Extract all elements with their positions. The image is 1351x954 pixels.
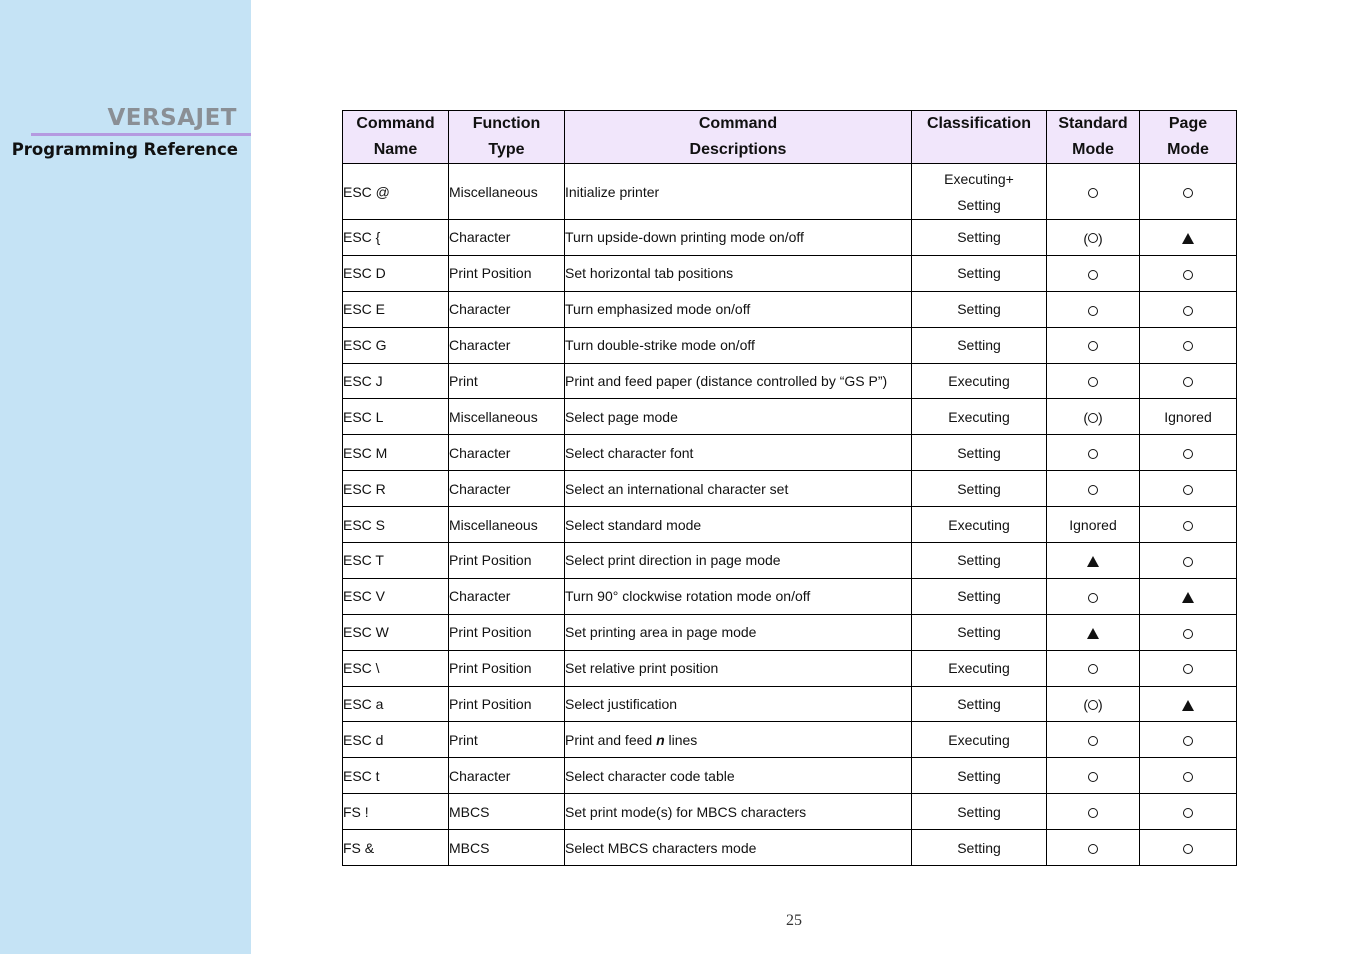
classification-cell: Executing bbox=[912, 507, 1047, 543]
conditional-circle-icon bbox=[1088, 233, 1098, 243]
supported-circle-icon bbox=[1088, 449, 1098, 459]
document-subtitle: Programming Reference bbox=[11, 140, 238, 159]
page-mode-cell bbox=[1140, 435, 1237, 471]
page-mode-cell bbox=[1140, 614, 1237, 650]
supported-circle-icon bbox=[1183, 808, 1193, 818]
function-type-cell: Character bbox=[449, 435, 565, 471]
header-command-name: Command Name bbox=[343, 111, 449, 164]
page-mode-cell: Ignored bbox=[1140, 399, 1237, 435]
command-name-cell: ESC t bbox=[343, 758, 449, 794]
classification-cell: Setting bbox=[912, 471, 1047, 507]
page-mode-cell bbox=[1140, 722, 1237, 758]
table-row bbox=[343, 614, 1237, 650]
page-mode-cell bbox=[1140, 543, 1237, 579]
command-description-cell: Set relative print position bbox=[565, 650, 912, 686]
restricted-triangle-icon bbox=[1182, 233, 1194, 244]
standard-mode-cell bbox=[1047, 830, 1140, 866]
header-function-type: Function Type bbox=[449, 111, 565, 164]
standard-mode-cell bbox=[1047, 363, 1140, 399]
command-name-cell: ESC L bbox=[343, 399, 449, 435]
brand-logo-text: VERSAJET bbox=[107, 105, 237, 131]
standard-mode-cell bbox=[1047, 614, 1140, 650]
function-type-cell: Character bbox=[449, 327, 565, 363]
supported-circle-icon bbox=[1183, 844, 1193, 854]
supported-circle-icon bbox=[1183, 188, 1193, 198]
page-mode-cell bbox=[1140, 830, 1237, 866]
table-row bbox=[343, 543, 1237, 579]
supported-circle-icon bbox=[1088, 772, 1098, 782]
table-row bbox=[343, 164, 1237, 220]
classification-cell: Executing+ Setting bbox=[912, 164, 1047, 220]
table-row bbox=[343, 291, 1237, 327]
command-name-cell: FS ! bbox=[343, 794, 449, 830]
table-row bbox=[343, 722, 1237, 758]
command-name-cell: ESC d bbox=[343, 722, 449, 758]
supported-circle-icon bbox=[1183, 306, 1193, 316]
command-description-cell: Turn double-strike mode on/off bbox=[565, 327, 912, 363]
table-row bbox=[343, 220, 1237, 256]
command-name-cell: ESC \ bbox=[343, 650, 449, 686]
table-row bbox=[343, 650, 1237, 686]
command-name-cell: ESC a bbox=[343, 686, 449, 722]
supported-circle-icon bbox=[1183, 772, 1193, 782]
table-row bbox=[343, 327, 1237, 363]
page-mode-cell bbox=[1140, 291, 1237, 327]
function-type-cell: Print bbox=[449, 722, 565, 758]
classification-cell: Setting bbox=[912, 220, 1047, 256]
function-type-cell: Miscellaneous bbox=[449, 399, 565, 435]
table-row bbox=[343, 830, 1237, 866]
page-mode-cell bbox=[1140, 758, 1237, 794]
classification-cell: Setting bbox=[912, 794, 1047, 830]
command-description-cell: Set horizontal tab positions bbox=[565, 255, 912, 291]
command-name-cell: ESC V bbox=[343, 578, 449, 614]
page-mode-cell bbox=[1140, 794, 1237, 830]
classification-cell: Setting bbox=[912, 830, 1047, 866]
command-table bbox=[342, 110, 1237, 866]
standard-mode-cell bbox=[1047, 291, 1140, 327]
function-type-cell: Character bbox=[449, 291, 565, 327]
function-type-cell: MBCS bbox=[449, 830, 565, 866]
command-description-cell: Turn upside-down printing mode on/off bbox=[565, 220, 912, 256]
command-name-cell: ESC T bbox=[343, 543, 449, 579]
table-row bbox=[343, 507, 1237, 543]
command-name-cell: ESC R bbox=[343, 471, 449, 507]
function-type-cell: Print Position bbox=[449, 543, 565, 579]
header-classification: Classification bbox=[912, 111, 1047, 164]
page-mode-cell bbox=[1140, 164, 1237, 220]
standard-mode-cell bbox=[1047, 327, 1140, 363]
command-description-cell: Set print mode(s) for MBCS characters bbox=[565, 794, 912, 830]
classification-cell: Setting bbox=[912, 435, 1047, 471]
brand-underline bbox=[31, 133, 251, 136]
function-type-cell: Miscellaneous bbox=[449, 507, 565, 543]
page-mode-cell bbox=[1140, 327, 1237, 363]
supported-circle-icon bbox=[1183, 270, 1193, 280]
supported-circle-icon bbox=[1183, 485, 1193, 495]
page-mode-cell bbox=[1140, 471, 1237, 507]
standard-mode-cell: ( ) bbox=[1047, 686, 1140, 722]
supported-circle-icon bbox=[1183, 736, 1193, 746]
table-row bbox=[343, 578, 1237, 614]
command-description-cell: Select justification bbox=[565, 686, 912, 722]
classification-cell: Setting bbox=[912, 327, 1047, 363]
supported-circle-icon bbox=[1183, 629, 1193, 639]
command-description-cell: Print and feed n lines bbox=[565, 722, 912, 758]
command-description-cell: Print and feed paper (distance controlled by “GS P”) bbox=[565, 363, 912, 399]
supported-circle-icon bbox=[1183, 664, 1193, 674]
page-mode-cell bbox=[1140, 363, 1237, 399]
command-description-cell: Turn 90° clockwise rotation mode on/off bbox=[565, 578, 912, 614]
restricted-triangle-icon bbox=[1087, 556, 1099, 567]
classification-cell: Setting bbox=[912, 543, 1047, 579]
header-standard-mode: Standard Mode bbox=[1047, 111, 1140, 164]
page-mode-cell bbox=[1140, 507, 1237, 543]
standard-mode-cell bbox=[1047, 471, 1140, 507]
function-type-cell: Print Position bbox=[449, 255, 565, 291]
command-description-cell: Select character font bbox=[565, 435, 912, 471]
command-description-cell: Turn emphasized mode on/off bbox=[565, 291, 912, 327]
header-page-mode: Page Mode bbox=[1140, 111, 1237, 164]
table-row bbox=[343, 363, 1237, 399]
classification-cell: Setting bbox=[912, 686, 1047, 722]
table-row bbox=[343, 435, 1237, 471]
classification-cell: Executing bbox=[912, 363, 1047, 399]
supported-circle-icon bbox=[1088, 485, 1098, 495]
page-mode-cell bbox=[1140, 686, 1237, 722]
command-name-cell: ESC D bbox=[343, 255, 449, 291]
function-type-cell: Print bbox=[449, 363, 565, 399]
function-type-cell: Character bbox=[449, 578, 565, 614]
page-mode-cell bbox=[1140, 255, 1237, 291]
supported-circle-icon bbox=[1088, 341, 1098, 351]
standard-mode-cell: Ignored bbox=[1047, 507, 1140, 543]
function-type-cell: Print Position bbox=[449, 650, 565, 686]
standard-mode-cell bbox=[1047, 255, 1140, 291]
restricted-triangle-icon bbox=[1087, 628, 1099, 639]
command-description-cell: Select standard mode bbox=[565, 507, 912, 543]
command-description-cell: Select print direction in page mode bbox=[565, 543, 912, 579]
command-name-cell: ESC @ bbox=[343, 164, 449, 220]
supported-circle-icon bbox=[1088, 377, 1098, 387]
command-name-cell: ESC E bbox=[343, 291, 449, 327]
command-name-cell: FS & bbox=[343, 830, 449, 866]
function-type-cell: Character bbox=[449, 220, 565, 256]
standard-mode-cell bbox=[1047, 578, 1140, 614]
table-row bbox=[343, 794, 1237, 830]
classification-cell: Setting bbox=[912, 578, 1047, 614]
standard-mode-cell bbox=[1047, 650, 1140, 686]
command-name-cell: ESC { bbox=[343, 220, 449, 256]
supported-circle-icon bbox=[1088, 306, 1098, 316]
conditional-circle-icon bbox=[1088, 700, 1098, 710]
restricted-triangle-icon bbox=[1182, 700, 1194, 711]
page-mode-cell bbox=[1140, 578, 1237, 614]
supported-circle-icon bbox=[1183, 377, 1193, 387]
standard-mode-cell bbox=[1047, 794, 1140, 830]
classification-cell: Executing bbox=[912, 722, 1047, 758]
table-row bbox=[343, 758, 1237, 794]
classification-cell: Setting bbox=[912, 614, 1047, 650]
function-type-cell: MBCS bbox=[449, 794, 565, 830]
supported-circle-icon bbox=[1088, 664, 1098, 674]
command-description-cell: Select character code table bbox=[565, 758, 912, 794]
classification-cell: Executing bbox=[912, 650, 1047, 686]
command-name-cell: ESC J bbox=[343, 363, 449, 399]
classification-cell: Executing bbox=[912, 399, 1047, 435]
supported-circle-icon bbox=[1088, 593, 1098, 603]
supported-circle-icon bbox=[1088, 808, 1098, 818]
standard-mode-cell bbox=[1047, 543, 1140, 579]
table-header-row bbox=[343, 111, 1237, 164]
command-name-cell: ESC W bbox=[343, 614, 449, 650]
function-type-cell: Character bbox=[449, 758, 565, 794]
table-row bbox=[343, 471, 1237, 507]
standard-mode-cell bbox=[1047, 758, 1140, 794]
table-row bbox=[343, 255, 1237, 291]
page-number: 25 bbox=[786, 912, 802, 929]
supported-circle-icon bbox=[1183, 449, 1193, 459]
header-command-descriptions: Command Descriptions bbox=[565, 111, 912, 164]
command-description-cell: Select an international character set bbox=[565, 471, 912, 507]
supported-circle-icon bbox=[1088, 188, 1098, 198]
classification-cell: Setting bbox=[912, 758, 1047, 794]
table-row bbox=[343, 686, 1237, 722]
function-type-cell: Character bbox=[449, 471, 565, 507]
classification-cell: Setting bbox=[912, 291, 1047, 327]
table-row bbox=[343, 399, 1237, 435]
standard-mode-cell bbox=[1047, 722, 1140, 758]
sidebar bbox=[0, 0, 251, 954]
command-description-cell: Set printing area in page mode bbox=[565, 614, 912, 650]
standard-mode-cell: ( ) bbox=[1047, 220, 1140, 256]
page-mode-cell bbox=[1140, 650, 1237, 686]
command-description-cell: Select MBCS characters mode bbox=[565, 830, 912, 866]
restricted-triangle-icon bbox=[1182, 592, 1194, 603]
standard-mode-cell bbox=[1047, 435, 1140, 471]
command-name-cell: ESC S bbox=[343, 507, 449, 543]
supported-circle-icon bbox=[1088, 270, 1098, 280]
standard-mode-cell bbox=[1047, 164, 1140, 220]
command-description-cell: Initialize printer bbox=[565, 164, 912, 220]
page-mode-cell bbox=[1140, 220, 1237, 256]
supported-circle-icon bbox=[1088, 844, 1098, 854]
command-name-cell: ESC M bbox=[343, 435, 449, 471]
command-name-cell: ESC G bbox=[343, 327, 449, 363]
command-description-cell: Select page mode bbox=[565, 399, 912, 435]
standard-mode-cell: ( ) bbox=[1047, 399, 1140, 435]
function-type-cell: Miscellaneous bbox=[449, 164, 565, 220]
supported-circle-icon bbox=[1183, 521, 1193, 531]
classification-cell: Setting bbox=[912, 255, 1047, 291]
supported-circle-icon bbox=[1183, 557, 1193, 567]
supported-circle-icon bbox=[1183, 341, 1193, 351]
conditional-circle-icon bbox=[1088, 413, 1098, 423]
function-type-cell: Print Position bbox=[449, 686, 565, 722]
supported-circle-icon bbox=[1088, 736, 1098, 746]
function-type-cell: Print Position bbox=[449, 614, 565, 650]
